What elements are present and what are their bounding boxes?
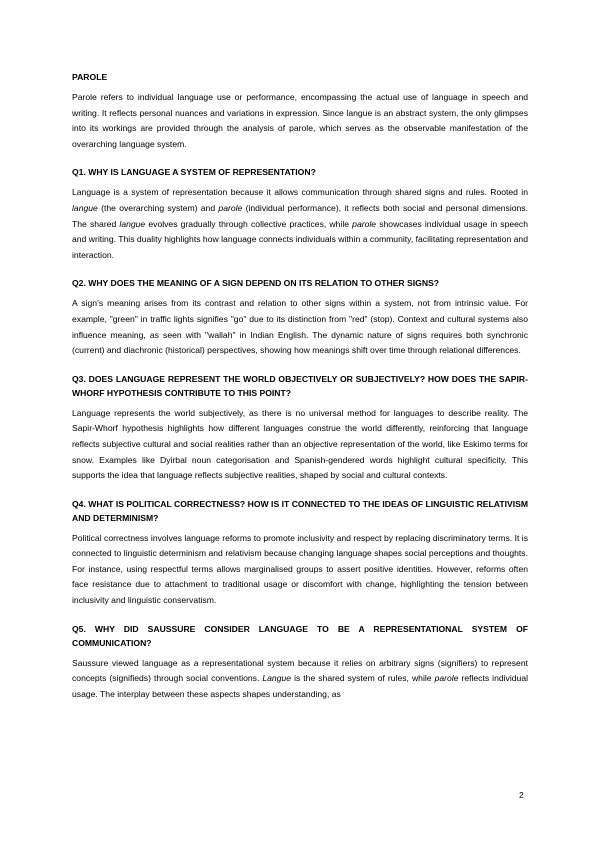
heading-q4: Q4. WHAT IS POLITICAL CORRECTNESS? HOW IS IT CONNECTED TO THE IDEAS OF LINGUISTIC RELATIVISM AND DETERMINISM? bbox=[72, 498, 528, 523]
paragraph-q2: A sign’s meaning arises from its contrast and relation to other signs within a system, not from intrinsic value. For example, "green" in traffic lights signifies "go" due to its distinction from "red" (stop). Context and cultural systems also influence meaning, as seen with "wallah" in Indian English. The dynamic nature of signs requires both synchronic (current) and diachronic (historical) perspectives, showing how meanings shift over time through relational differences. bbox=[72, 298, 528, 356]
paragraph-q3: Language represents the world subjectively, as there is no universal method for languages to describe reality. The Sapir-Whorf hypothesis highlights how different languages construe the world differently, reinforcing that language reflects subjective cultural and social realities rather than an objective representation of the world, like Eskimo terms for snow. Examples like Dyirbal noun categorisation and Spanish-gendered words highlight cultural specificity. This supports the idea that language reflects subjective realities, shaped by social and cultural contexts. bbox=[72, 407, 528, 481]
document-page bbox=[72, 70, 528, 715]
heading-q1: Q1. WHY IS LANGUAGE A SYSTEM OF REPRESENTATION? bbox=[72, 167, 316, 178]
heading-parole: PAROLE bbox=[72, 72, 108, 82]
paragraph-parole: Parole refers to individual language use or performance, encompassing the actual use of language in speech and writing. It reflects personal nuances and variations in expression. Since langue is an abstract system, the only glimpses into its workings are provided through the analysis of parole, which serves as the observable manifestation of the overarching language system. bbox=[72, 92, 528, 149]
paragraph-q4: Political correctness involves language reforms to promote inclusivity and respect by replacing discriminatory terms. It is connected to linguistic determinism and relativism because changing language shapes social perceptions and thoughts. For instance, using respectful terms allows marginalised groups to assert positive identities. However, reforms often face resistance due to attachment to traditional usage or discomfort with change, highlighting the tension between inclusivity and linguistic conservatism. bbox=[72, 532, 528, 606]
page-number: 2 bbox=[519, 790, 524, 800]
paragraph-q1: Language is a system of representation because it allows communication through shared signs and rules. Rooted in langue (the overarching system) and parole (individual performance), it reflects both social and personal dimensions. The shared langue evolves gradually through collective practices, while parole showcases individual usage in speech and writing. This duality highlights how language connects individuals within a community, facilitating representation and interaction. bbox=[72, 187, 528, 260]
heading-q2: Q2. WHY DOES THE MEANING OF A SIGN DEPEND ON ITS RELATION TO OTHER SIGNS? bbox=[72, 278, 440, 289]
paragraph-q5: Saussure viewed language as a representational system because it relies on arbitrary signs (signifiers) to represent concepts (signifieds) through social conventions. Langue is the shared system of rules, while parole reflects individual usage. The interplay between these aspects shapes understanding, as bbox=[72, 657, 529, 699]
heading-q3: Q3. DOES LANGUAGE REPRESENT THE WORLD OBJECTIVELY OR SUBJECTIVELY? HOW DOES THE SAPIR-WHORF HYPOTHESIS CONTRIBUTE TO THIS POINT? bbox=[72, 373, 528, 398]
heading-q5: Q5. WHY DID SAUSSURE CONSIDER LANGUAGE TO BE A REPRESENTATIONAL SYSTEM OF COMMUNICATION? bbox=[72, 623, 528, 648]
